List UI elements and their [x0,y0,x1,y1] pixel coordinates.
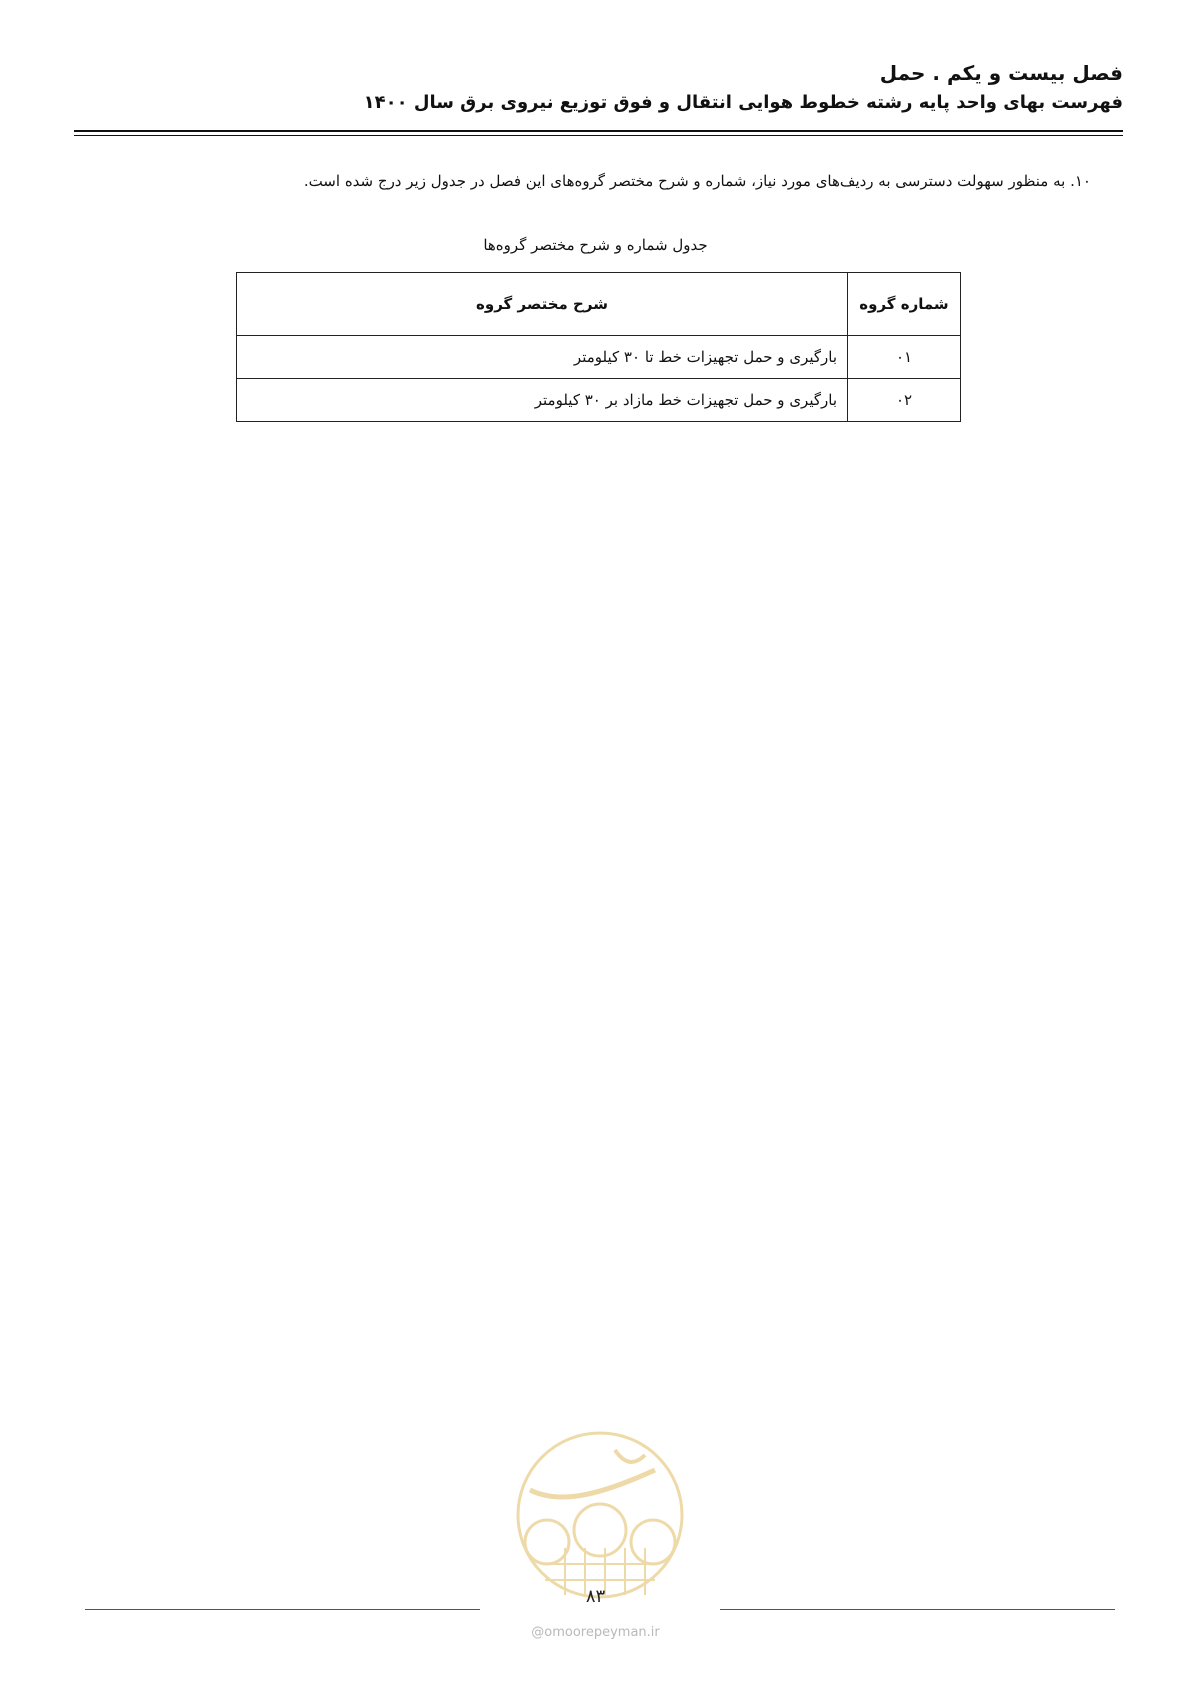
header-group-description: شرح مختصر گروه [237,273,848,336]
header-rule-thick [74,130,1123,132]
group-description-cell: بارگیری و حمل تجهیزات خط تا ۳۰ کیلومتر [237,336,848,379]
footer-rule-right [720,1609,1115,1610]
page-number: ۸۳ [585,1586,606,1607]
intro-paragraph: ۱۰. به منظور سهولت دسترسی به ردیف‌های مورد نیاز، شماره و شرح مختصر گروه‌های این فصل در جدول زیر درج شده است. [303,172,1091,190]
group-number-cell: ۰۲ [848,379,961,422]
page-header [68,58,1123,118]
group-number-cell: ۰۱ [848,336,961,379]
footer-rule-left [85,1609,480,1610]
group-description-cell: بارگیری و حمل تجهیزات خط مازاد بر ۳۰ کیلومتر [237,379,848,422]
document-subtitle: فهرست بهای واحد پایه رشته خطوط هوایی انتقال و فوق توزیع نیروی برق سال ۱۴۰۰ [363,92,1123,113]
table-caption: جدول شماره و شرح مختصر گروه‌ها [483,236,708,254]
table-row [237,336,961,379]
watermark-logo [505,1430,695,1600]
header-rule-thin [74,135,1123,136]
table-row [237,379,961,422]
header-group-number: شماره گروه [848,273,961,336]
chapter-title: فصل بیست و یکم . حمل [879,61,1123,85]
table-header-row [237,273,961,336]
website-watermark: @omoorepeyman.ir [531,1625,660,1640]
groups-table [236,272,961,422]
